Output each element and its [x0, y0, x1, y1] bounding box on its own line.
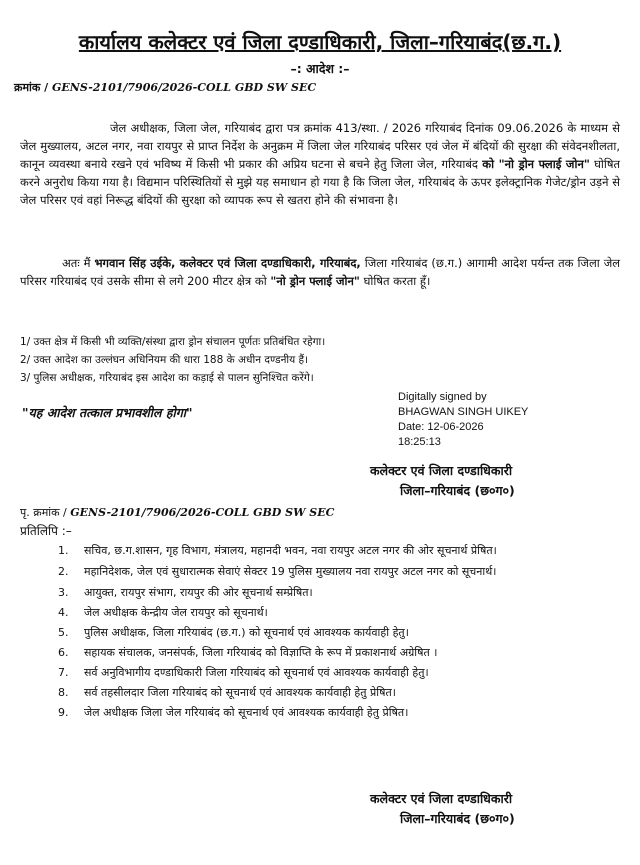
order-clauses: [20, 333, 325, 387]
list-text: जेल अधीक्षक केन्द्रीय जेल रायपुर को सूचनार्थ।: [84, 606, 268, 619]
list-number: 5.: [58, 626, 69, 639]
list-item: [58, 644, 618, 661]
list-item: [58, 563, 618, 580]
list-text: सचिव, छ.ग.शासन, गृह विभाग, मंत्रालय, महानदी भवन, नवा रायपुर अटल नगर की ओर सूचनार्थ प्रेषित।: [84, 544, 497, 557]
footer-signatory-designation: कलेक्टर एवं जिला दण्डाधिकारी: [370, 791, 513, 806]
order-reference: [14, 80, 316, 95]
endorsement-label: पृ. क्रमांक /: [20, 506, 67, 519]
list-number: 2.: [58, 565, 69, 578]
list-number: 3.: [58, 586, 69, 599]
list-item: [58, 584, 618, 601]
list-number: 1.: [58, 544, 69, 557]
effect-statement: "यह आदेश तत्काल प्रभावशील होगा": [22, 405, 193, 420]
signature-date: Date: 12-06-2026: [398, 421, 484, 433]
digital-signature: [398, 390, 528, 450]
paragraph-1-text: जेल अधीक्षक, जिला जेल, गरियाबंद द्वारा पत्र क्रमांक 413/स्था. / 2026 गरियाबंद दिनांक 09.06.2026 के माध्यम से जेल मुख्यालय, अटल नगर, नवा रायपुर से प्राप्त निर्देश के अनुक्रम में जिला जेल गरियाबंद परिसर एवं जेल में बंदियों की सुरक्षा की संवेदनशीलता, कानून व्यवस्था बनाये रखने एवं भविष्य में किसी भी प्रकार की अप्रिय घटना से बचने हेतु जिला जेल, गरियाबंद: [20, 121, 620, 171]
list-number: 9.: [58, 706, 69, 719]
endorsement-number: GENS-2101/7906/2026-COLL GBD SW SEC: [70, 506, 335, 519]
paragraph-2-tail: घोषित करता हूँ।: [363, 274, 431, 288]
endorsement-reference: [20, 505, 334, 520]
order-heading: –: आदेश :–: [290, 61, 350, 76]
list-item: [58, 684, 618, 701]
office-title: कार्यालय कलेक्टर एवं जिला दण्डाधिकारी, जिला–गरियाबंद(छ.ग.): [78, 30, 562, 54]
list-item: [58, 604, 618, 621]
list-item: [58, 542, 618, 559]
clause-item: 3/ पुलिस अधीक्षक, गरियाबंद इस आदेश का कड़ाई से पालन सुनिश्चित करेंगे।: [20, 372, 314, 384]
list-item: [58, 624, 618, 641]
list-number: 8.: [58, 686, 69, 699]
signatory-designation: कलेक्टर एवं जिला दण्डाधिकारी: [370, 463, 513, 478]
signatory-district: जिला–गरियाबंद (छ०ग०): [400, 483, 515, 498]
list-text: सर्व अनुविभागीय दण्डाधिकारी जिला गरियाबंद को सूचनार्थ एवं आवश्यक कार्यवाही हेतु।: [84, 666, 429, 679]
list-text: महानिदेशक, जेल एवं सुधारात्मक सेवाएं सेक्टर 19 पुलिस मुख्यालय नवा रायपुर अटल नगर को सूचनार्थ।: [84, 565, 497, 578]
list-number: 6.: [58, 646, 69, 659]
list-text: पुलिस अधीक्षक, जिला गरियाबंद (छ.ग.) को सूचनार्थ एवं आवश्यक कार्यवाही हेतु।: [84, 626, 409, 639]
list-text: सहायक संचालक, जनसंपर्क, जिला गरियाबंद को विज्ञाप्ति के रूप में प्रकाशनार्थ अग्रेषित ।: [84, 646, 438, 659]
copy-list: [58, 542, 618, 724]
clause-item: 1/ उक्त क्षेत्र में किसी भी व्यक्ति/संस्था द्वारा ड्रोन संचालन पूर्णतः प्रतिबंधित रहेगा।: [20, 336, 326, 348]
reference-number: GENS-2101/7906/2026-COLL GBD SW SEC: [52, 81, 317, 94]
list-text: आयुक्त, रायपुर संभाग, रायपुर की ओर सूचनार्थ सम्प्रेषित।: [84, 586, 313, 599]
list-text: जेल अधीक्षक जिला जेल गरियाबंद को सूचनार्थ एवं आवश्यक कार्यवाही हेतु प्रेषित।: [84, 706, 409, 719]
list-text: सर्व तहसीलदार जिला गरियाबंद को सूचनार्थ एवं आवश्यक कार्यवाही हेतु प्रेषित।: [84, 686, 396, 699]
list-item: [58, 664, 618, 681]
paragraph-1-tail: घोषित करने अनुरोध किया गया है। विद्यमान परिस्थितियों से मुझे यह समाधान हो गया है कि जिला जेल, गरियाबंद के ऊपर इलेक्ट्रानिक गेजेट/ड्रोन उड़ने से जेल परिसर एवं वहां निरूद्ध बंदियों की सुरक्षा को व्यापक रूप से खतरा होने की संभावना है।: [20, 157, 621, 207]
copy-to-label: प्रतिलिपि :–: [20, 524, 72, 538]
paragraph-2-mid: जिला गरियाबंद (छ.ग.) आगामी आदेश पर्यन्त तक जिला जेल परिसर गरियाबंद एवं उसके सीमा से लगे 200 मीटर क्षेत्र को: [20, 256, 621, 288]
paragraph-2-bold-2: "नो ड्रोन फ्लाई जोन": [270, 274, 360, 288]
signature-name: BHAGWAN SINGH UIKEY: [398, 406, 529, 418]
list-number: 4.: [58, 606, 69, 619]
reference-label: क्रमांक /: [14, 81, 49, 94]
paragraph-1-bold: को "नो ड्रोन फ्लाई जोन": [482, 157, 590, 171]
order-paragraph-1: [20, 119, 620, 209]
signature-line: Digitally signed by: [398, 391, 487, 403]
clause-item: 2/ उक्त आदेश का उल्लंघन अधिनियम की धारा 188 के अधीन दण्डनीय हैं।: [20, 354, 309, 366]
paragraph-2-bold: भगवान सिंह उईके, कलेक्टर एवं जिला दण्डाधिकारी, गरियाबंद,: [94, 256, 361, 270]
footer-signatory-district: जिला–गरियाबंद (छ०ग०): [400, 811, 515, 826]
list-item: [58, 704, 618, 721]
order-paragraph-2: [20, 254, 620, 290]
paragraph-2-lead: अतः मैं: [62, 256, 91, 270]
list-number: 7.: [58, 666, 69, 679]
signature-time: 18:25:13: [398, 436, 441, 448]
